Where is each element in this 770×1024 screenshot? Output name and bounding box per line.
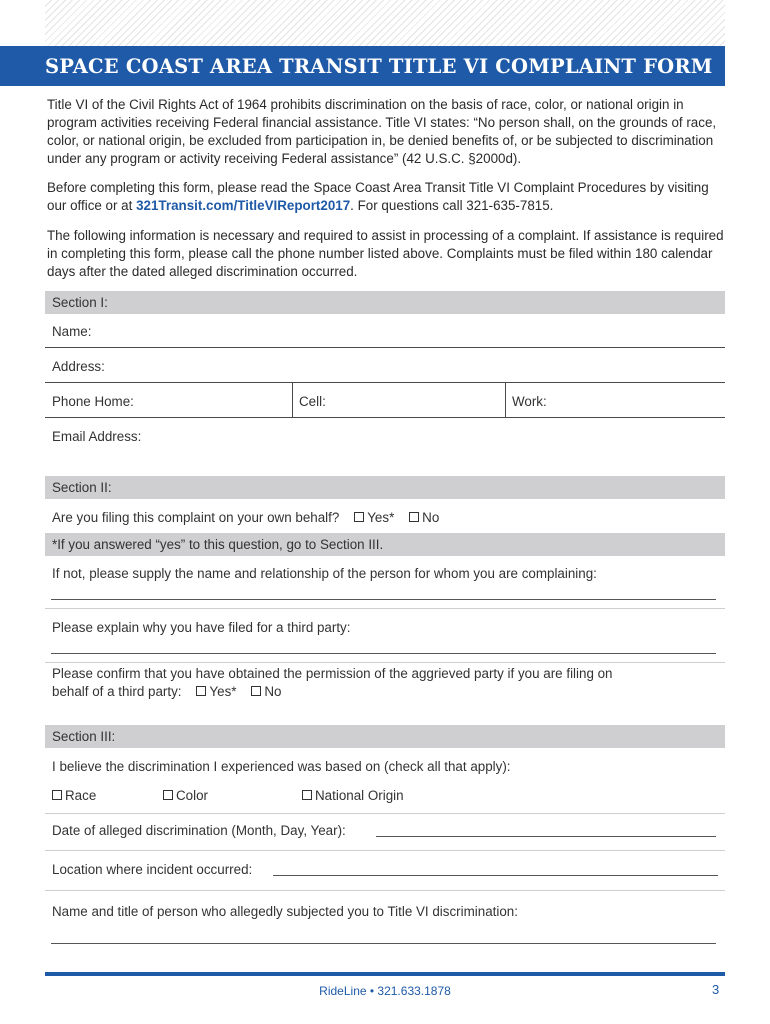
permission-confirm-options: [52, 684, 282, 699]
permission-confirm-text-2: behalf of a third party:: [52, 684, 182, 699]
title-banner: [0, 46, 725, 86]
national-origin-checkbox[interactable]: [302, 790, 312, 800]
section-1-heading: Section I:: [45, 291, 725, 314]
address-field[interactable]: [45, 382, 725, 383]
permission-yes-checkbox[interactable]: [196, 686, 206, 696]
footer-rule: [45, 972, 725, 976]
permission-yes-label: Yes*: [209, 684, 237, 699]
race-checkbox[interactable]: [52, 790, 62, 800]
footer-contact: RideLine • 321.633.1878: [319, 984, 451, 998]
cell-field-label: Cell:: [299, 394, 326, 409]
own-behalf-yes-checkbox[interactable]: [354, 512, 364, 522]
permission-no-checkbox[interactable]: [251, 686, 261, 696]
page-title: SPACE COAST AREA TRANSIT TITLE VI COMPLAINT FORM: [45, 55, 713, 78]
accused-person-field[interactable]: [51, 943, 716, 944]
email-field-label: Email Address:: [52, 429, 142, 444]
intro-paragraph-2: [47, 179, 727, 215]
own-behalf-no-checkbox[interactable]: [409, 512, 419, 522]
discrimination-basis-question: I believe the discrimination I experienced was based on (check all that apply):: [52, 759, 511, 774]
incident-date-label: Date of alleged discrimination (Month, Day, Year):: [52, 823, 346, 838]
section-2-heading: Section II:: [45, 476, 725, 499]
permission-confirm-text: Please confirm that you have obtained the permission of the aggrieved party if you are filing on: [52, 666, 613, 681]
work-field-label: Work:: [512, 394, 547, 409]
name-field[interactable]: [45, 347, 725, 348]
divider: [45, 608, 725, 609]
color-label: Color: [176, 788, 208, 803]
complaint-procedures-link[interactable]: 321Transit.com/TitleVIReport2017: [136, 198, 351, 213]
incident-location-label: Location where incident occurred:: [52, 862, 253, 877]
intro-paragraph-1: Title VI of the Civil Rights Act of 1964 prohibits discrimination on the basis of race, color, or national origin in program activities receiving Federal financial assistance. Title VI states: “No person shall, on the grounds of race, color, or national origin, be excluded from participation in, be denied benefits of, or be subjected to discrimination under any program or activity receiving Federal assistance” (42 U.S.C. §2000d).: [47, 97, 717, 166]
explain-third-party-prompt: Please explain why you have filed for a third party:: [52, 620, 351, 635]
national-origin-label: National Origin: [315, 788, 404, 803]
section-3-heading: Section III:: [45, 725, 725, 748]
divider: [45, 890, 725, 891]
phone-home-field-label: Phone Home:: [52, 394, 134, 409]
header-hatch-decoration: [45, 0, 725, 46]
explain-third-party-field[interactable]: [51, 653, 716, 654]
phone-divider-2: [505, 383, 506, 417]
basis-option-race: [52, 788, 96, 803]
intro-paragraph-3: The following information is necessary and required to assist in processing of a complaint. If assistance is required in completing this form, please call the phone number listed above. Complaints must be filed within 180 calendar days after the dated alleged discrimination occurred.: [47, 228, 724, 279]
color-checkbox[interactable]: [163, 790, 173, 800]
incident-location-field[interactable]: [273, 875, 718, 876]
name-field-label: Name:: [52, 324, 92, 339]
phone-divider-1: [292, 383, 293, 417]
basis-option-national-origin: [302, 788, 404, 803]
divider: [45, 662, 725, 663]
divider: [45, 813, 725, 814]
own-behalf-yes-label: Yes*: [367, 510, 395, 525]
own-behalf-question-text: Are you filing this complaint on your own behalf?: [52, 510, 340, 525]
permission-no-label: No: [264, 684, 282, 699]
divider: [45, 850, 725, 851]
page-number: 3: [712, 982, 720, 997]
own-behalf-no-label: No: [422, 510, 440, 525]
address-field-label: Address:: [52, 359, 105, 374]
accused-person-label: Name and title of person who allegedly subjected you to Title VI discrimination:: [52, 904, 518, 919]
third-party-name-field[interactable]: [51, 599, 716, 600]
intro-p2-text-before: Before completing this form, please read the Space Coast Area Transit Title VI Complaint Procedures by visiting our office or at: [47, 180, 709, 213]
basis-option-color: [163, 788, 208, 803]
section-2-note: *If you answered “yes” to this question, go to Section III.: [45, 533, 725, 556]
phone-fields[interactable]: [45, 417, 725, 418]
third-party-prompt: If not, please supply the name and relationship of the person for whom you are complaining:: [52, 566, 597, 581]
own-behalf-question: [52, 510, 439, 525]
race-label: Race: [65, 788, 97, 803]
incident-date-field[interactable]: [376, 836, 716, 837]
intro-p2-text-after: . For questions call 321-635-7815.: [350, 198, 554, 213]
